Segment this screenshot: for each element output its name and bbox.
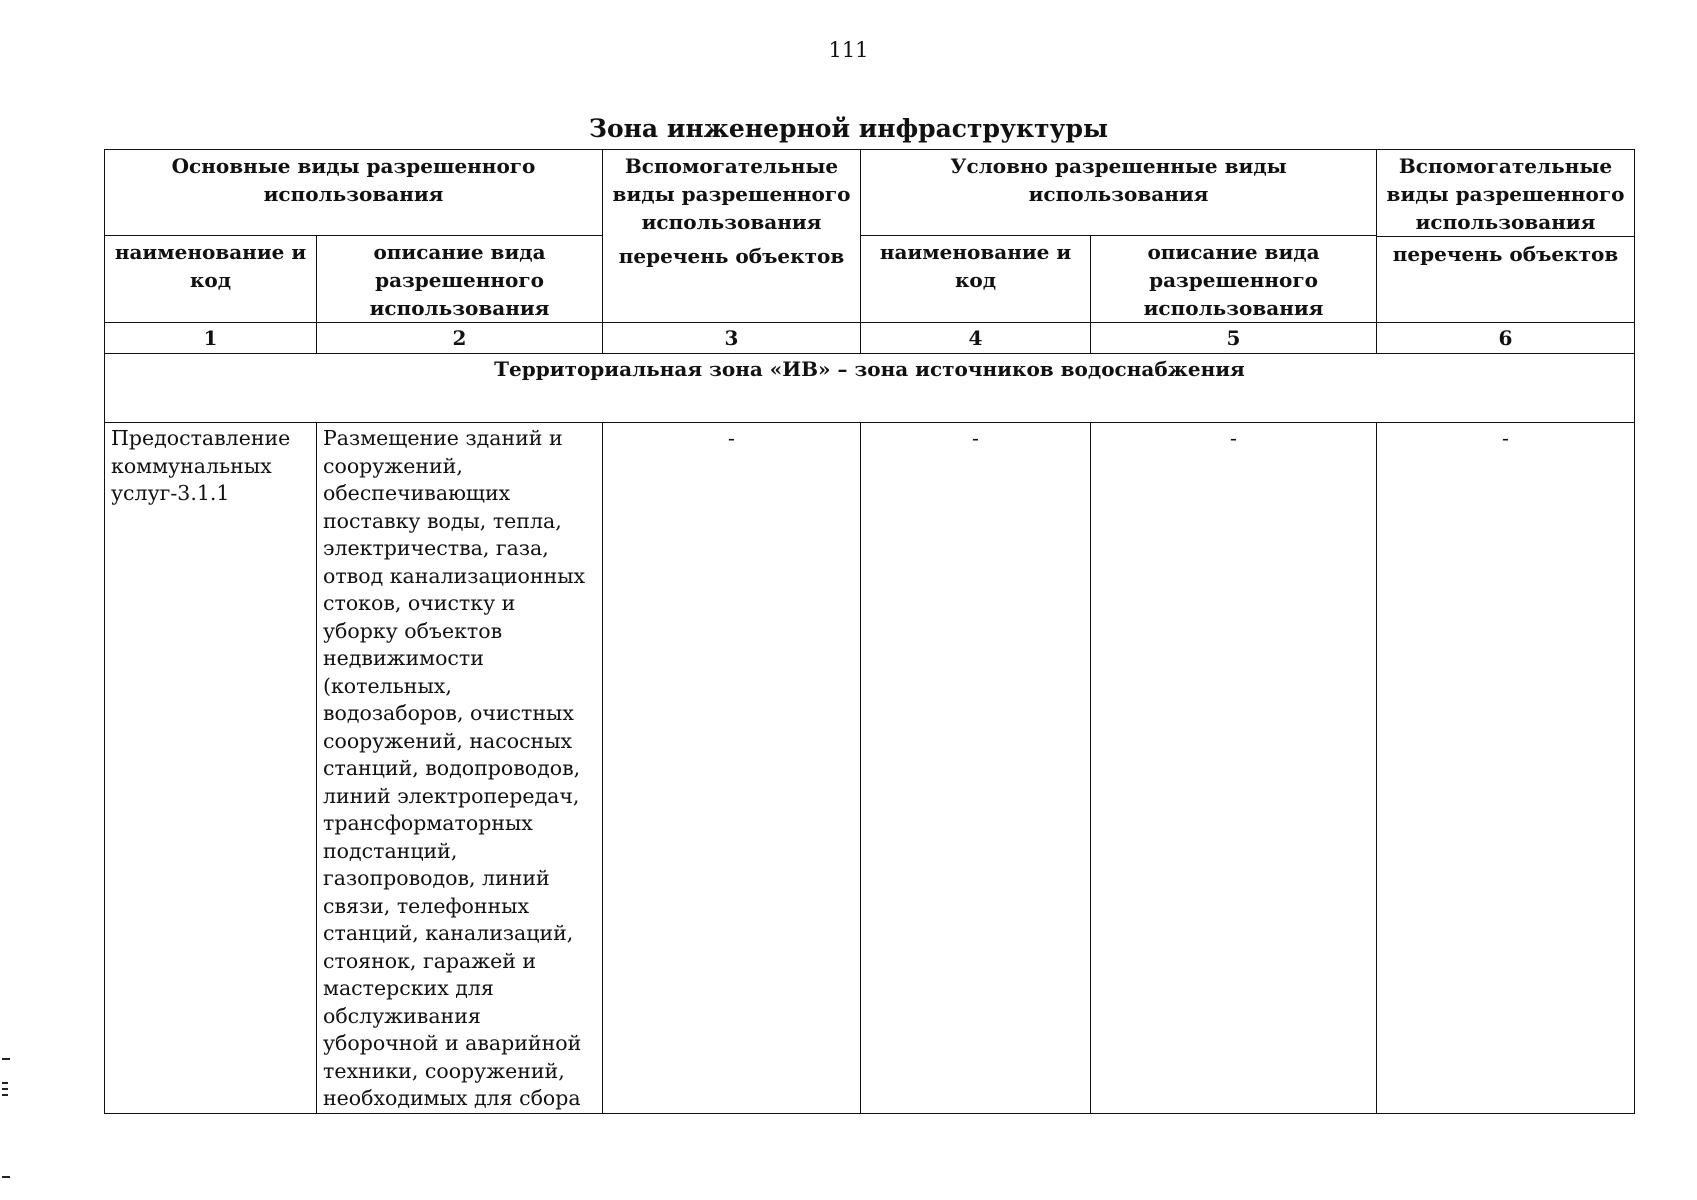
- column-number-4: 4: [861, 323, 1091, 354]
- row-name-code: Предоставление коммунальных услуг-3.1.1: [105, 423, 317, 1114]
- row-conditional-description: -: [1091, 423, 1377, 1114]
- scan-margin-mark: [2, 1094, 8, 1096]
- header-objects-list-2: перечень объектов: [1377, 236, 1634, 268]
- header-name-code-2: наименование и код: [861, 236, 1091, 323]
- row-description: Размещение зданий и сооружений, обеспечивающих поставку воды, тепла, электричества, газа, отвод канализационных стоков, очистку и уборку объектов недвижимости (котельных, водозаборов, очистных сооружений, насосных станций, водопроводов, линий электропередач, трансформаторных подстанций, газопроводов, линий связи, телефонных станций, канализаций, стоянок, гаражей и мастерских для обслуживания уборочной и аварийной техники, сооружений, необходимых для сбора: [317, 423, 603, 1114]
- row-conditional-name-code: -: [861, 423, 1091, 1114]
- zone-heading-row: [105, 354, 1635, 423]
- column-number-6: 6: [1377, 323, 1635, 354]
- header-group-row: [105, 150, 1635, 236]
- column-number-2: 2: [317, 323, 603, 354]
- page-number: 111: [828, 38, 869, 62]
- scan-margin-mark: [2, 1082, 8, 1084]
- land-use-table: [104, 149, 1635, 1114]
- header-description-2: описание вида разрешенного использования: [1091, 236, 1377, 323]
- column-number-row: [105, 323, 1635, 354]
- header-aux-uses-2-title: Вспомогательные виды разрешенного использования: [1386, 154, 1625, 234]
- scan-margin-mark: [2, 1088, 8, 1090]
- document-title: Зона инженерной инфраструктуры: [588, 114, 1109, 143]
- column-number-1: 1: [105, 323, 317, 354]
- header-aux-uses-2: [1377, 150, 1635, 323]
- header-conditional-uses: Условно разрешенные виды использования: [861, 150, 1377, 236]
- row-aux-objects: -: [603, 423, 861, 1114]
- row-aux-objects-2: -: [1377, 423, 1635, 1114]
- column-number-3: 3: [603, 323, 861, 354]
- header-name-code-1: наименование и код: [105, 236, 317, 323]
- table-row: [105, 423, 1635, 1114]
- column-number-5: 5: [1091, 323, 1377, 354]
- zone-heading: Территориальная зона «ИВ» – зона источников водоснабжения: [105, 354, 1635, 423]
- header-aux-uses-1: [603, 150, 861, 323]
- header-description-1: описание вида разрешенного использования: [317, 236, 603, 323]
- scan-margin-mark: [2, 1176, 10, 1178]
- scan-margin-mark: [2, 1058, 10, 1060]
- header-aux-uses-1-title: Вспомогательные виды разрешенного использования: [612, 154, 851, 234]
- header-objects-list-1: перечень объектов: [618, 244, 845, 268]
- header-main-uses: Основные виды разрешенного использования: [105, 150, 603, 236]
